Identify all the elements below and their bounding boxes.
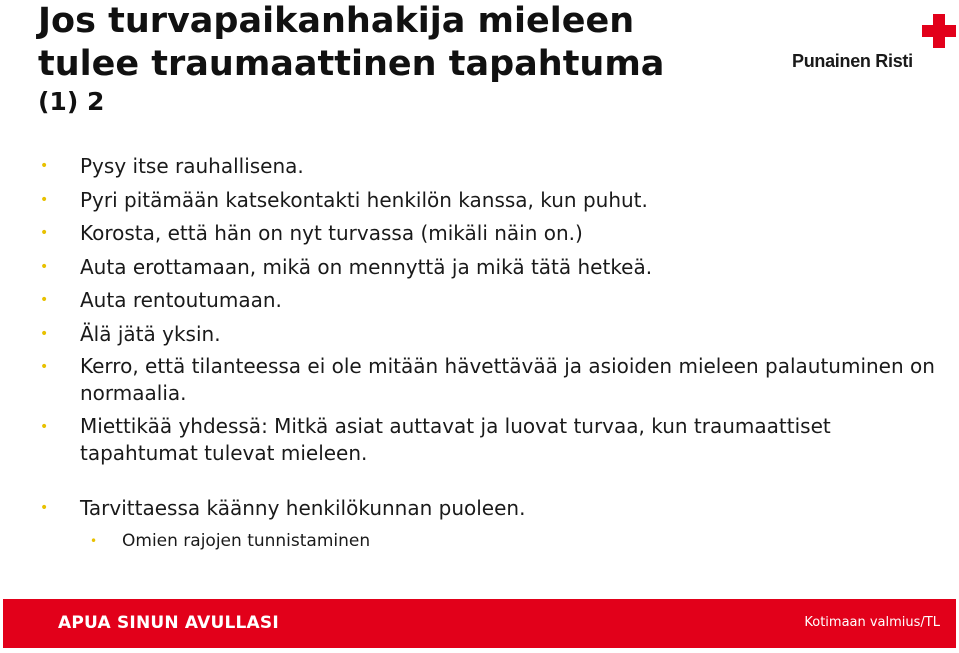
bullet-text: Kerro, että tilanteessa ei ole mitään hävettävää ja asioiden mieleen palautuminen on normaalia. xyxy=(80,354,935,405)
bullet-item xyxy=(40,152,940,180)
title-subtitle: (1) 2 xyxy=(38,87,105,116)
bullet-text: Auta erottamaan, mikä on mennyttä ja mikä tätä hetkeä. xyxy=(80,254,653,279)
sub-bullet-list xyxy=(40,528,940,554)
footer-bar xyxy=(3,599,956,648)
bullet-item xyxy=(40,413,940,467)
sub-bullet-item xyxy=(40,528,940,554)
footer-department: Kotimaan valmius/TL xyxy=(804,615,940,630)
bullet-text: Miettikää yhdessä: Mitkä asiat auttavat ja luovat turvaa, kun traumaattiset tapahtumat tulevat mieleen. xyxy=(80,413,831,465)
bullet-icon: • xyxy=(40,158,49,174)
slide-content xyxy=(40,152,940,554)
bullet-text: Älä jätä yksin. xyxy=(80,321,221,346)
bullet-list xyxy=(40,152,940,467)
bullet-item xyxy=(40,320,940,348)
bullet-text: Auta rentoutumaan. xyxy=(80,288,282,312)
bullet-icon: • xyxy=(40,191,49,208)
logo-text: Punainen Risti xyxy=(792,51,913,71)
bullet-text: Korosta, että hän on nyt turvassa (mikäli näin on.) xyxy=(80,221,583,245)
bullet-item xyxy=(40,253,940,281)
final-bullet-list xyxy=(40,494,940,522)
red-cross-logo xyxy=(792,14,957,74)
final-bullet-item xyxy=(40,494,940,522)
bullet-item xyxy=(40,286,940,314)
bullet-item xyxy=(40,219,940,247)
bullet-icon: • xyxy=(40,292,49,308)
spacer xyxy=(40,472,940,494)
bullet-text: Pysy itse rauhallisena. xyxy=(80,154,304,178)
bullet-text: Pyri pitämään katsekontakti henkilön kanssa, kun puhut. xyxy=(80,187,648,212)
slide-title xyxy=(38,0,758,120)
title-line-2: tulee traumaattinen tapahtuma xyxy=(38,44,665,84)
bullet-icon: • xyxy=(40,258,49,275)
bullet-icon: • xyxy=(40,500,49,516)
final-bullet-text: Tarvittaessa käänny henkilökunnan puoleen. xyxy=(80,496,526,520)
red-cross-icon xyxy=(922,14,956,48)
title-line-1: Jos turvapaikanhakija mieleen xyxy=(38,1,635,41)
bullet-icon: • xyxy=(40,418,49,435)
bullet-icon: • xyxy=(40,359,49,375)
footer-slogan: APUA SINUN AVULLASI xyxy=(58,613,279,633)
bullet-item xyxy=(40,186,940,214)
bullet-item xyxy=(40,353,940,407)
sub-bullet-text: Omien rajojen tunnistaminen xyxy=(122,530,371,551)
bullet-icon: • xyxy=(40,325,49,342)
bullet-icon: • xyxy=(40,225,49,241)
sub-bullet-icon: • xyxy=(90,533,98,548)
